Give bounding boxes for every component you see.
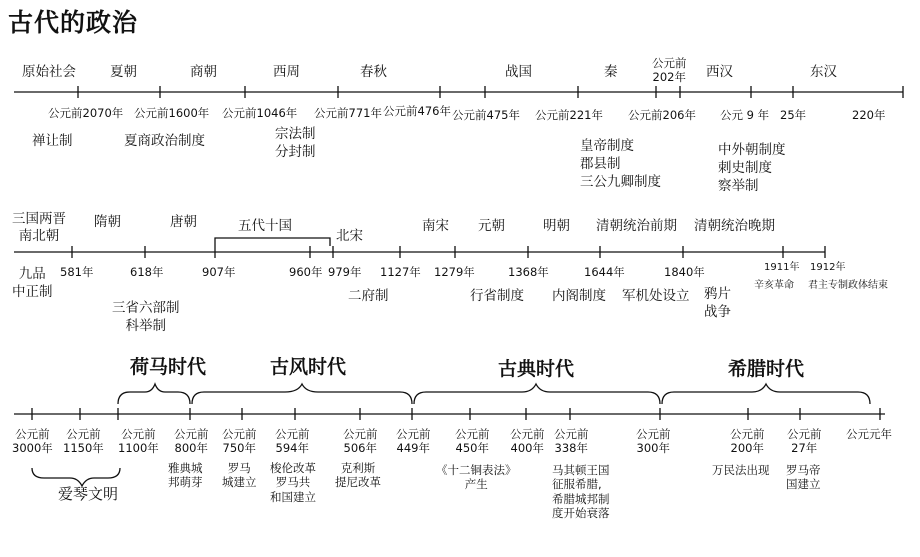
period-label: 古典时代 — [498, 358, 575, 380]
year-label: 公元前 449年 — [396, 427, 431, 456]
classical-brace — [414, 384, 660, 404]
era-label: 清朝统治前期 — [596, 218, 677, 234]
event-label: 爱琴文明 — [58, 485, 119, 503]
year-label: 公元前206年 — [628, 108, 696, 122]
year-label: 公元前 594年 — [275, 427, 310, 456]
year-label: 公元前771年 — [314, 106, 382, 120]
year-label: 公元前221年 — [535, 108, 603, 122]
period-label: 古风时代 — [270, 356, 347, 378]
event-label: 万民法出现 — [712, 463, 770, 477]
event-label: 罗马帝 国建立 — [786, 463, 821, 492]
event-label: 《十二铜表法》 产生 — [436, 463, 517, 492]
period-label: 荷马时代 — [130, 356, 207, 378]
era-label: 唐朝 — [170, 214, 197, 230]
year-label: 公元前 750年 — [222, 427, 257, 456]
year-label: 1127年 — [380, 265, 421, 279]
period-label: 希腊时代 — [728, 358, 805, 380]
year-label: 公元前 450年 — [455, 427, 490, 456]
era-label: 原始社会 — [22, 64, 76, 80]
era-label: 北宋 — [336, 228, 363, 244]
era-label: 明朝 — [543, 218, 570, 234]
year-label: 公元前 506年 — [343, 427, 378, 456]
event-label: 梭伦改革 罗马共 和国建立 — [270, 461, 316, 504]
institution-label: 禅让制 — [32, 133, 73, 149]
year-label: 公元前1046年 — [222, 106, 298, 120]
institution-label: 行省制度 — [470, 288, 524, 304]
institution-label: 二府制 — [348, 288, 389, 304]
institution-label: 辛亥革命 — [754, 280, 794, 291]
era-label: 夏朝 — [110, 64, 137, 80]
year-label: 220年 — [852, 108, 886, 122]
institution-label: 中外朝制度 刺史制度 察举制 — [718, 142, 786, 195]
era-label: 战国 — [505, 64, 532, 80]
year-label: 公元前2070年 — [48, 106, 124, 120]
year-label: 1911年 — [764, 262, 800, 273]
institution-label: 夏商政治制度 — [124, 133, 205, 149]
archaic-brace — [192, 384, 412, 404]
year-label: 公元元年 — [846, 427, 892, 441]
era-label: 元朝 — [478, 218, 505, 234]
era-label: 五代十国 — [238, 218, 292, 234]
year-label: 960年 — [289, 265, 323, 279]
year-label: 618年 — [130, 265, 164, 279]
event-label: 马其顿王国 征服希腊, 希腊城邦制 度开始衰落 — [552, 463, 610, 521]
era-label: 南宋 — [422, 218, 449, 234]
year-label: 公元前 1100年 — [118, 427, 159, 456]
year-label: 公元前475年 — [452, 108, 520, 122]
year-label: 1644年 — [584, 265, 625, 279]
year-label: 907年 — [202, 265, 236, 279]
wudai-bracket — [215, 238, 330, 246]
page-title: 古代的政治 — [8, 8, 139, 37]
year-label: 1912年 — [810, 262, 846, 273]
institution-label: 军机处设立 — [622, 288, 690, 304]
era-label: 西周 — [273, 64, 300, 80]
era-label: 清朝统治晚期 — [694, 218, 775, 234]
year-label: 公元前 800年 — [174, 427, 209, 456]
event-label: 克利斯 提尼改革 — [335, 461, 381, 490]
era-label: 三国两晋 南北朝 — [12, 211, 66, 244]
era-label: 公元前 202年 — [652, 56, 687, 85]
event-label: 雅典城 邦萌芽 — [168, 461, 203, 490]
year-label: 1840年 — [664, 265, 705, 279]
institution-label: 三省六部制 科举制 — [112, 300, 180, 335]
era-label: 春秋 — [360, 64, 387, 80]
year-label: 25年 — [780, 108, 807, 122]
institution-label: 皇帝制度 郡县制 三公九卿制度 — [580, 138, 661, 191]
institution-label: 宗法制 分封制 — [275, 126, 316, 161]
year-label: 公元前 27年 — [787, 427, 822, 456]
year-label: 公元前1600年 — [134, 106, 210, 120]
year-label: 公元前476年 — [383, 104, 451, 118]
year-label: 公元前 338年 — [554, 427, 589, 456]
era-label: 隋朝 — [94, 214, 121, 230]
event-label: 罗马 城建立 — [222, 461, 257, 490]
year-label: 公元前 3000年 — [12, 427, 53, 456]
year-label: 979年 — [328, 265, 362, 279]
year-label: 公元前 1150年 — [63, 427, 104, 456]
institution-label: 内阁制度 — [552, 288, 606, 304]
year-label: 公元前 400年 — [510, 427, 545, 456]
year-label: 公元前 300年 — [636, 427, 671, 456]
era-label: 西汉 — [706, 64, 733, 80]
year-label: 1279年 — [434, 265, 475, 279]
year-label: 公元 9 年 — [720, 108, 770, 122]
era-label: 商朝 — [190, 64, 217, 80]
institution-label: 君主专制政体结束 — [808, 280, 888, 291]
era-label: 秦 — [604, 64, 618, 80]
year-label: 1368年 — [508, 265, 549, 279]
era-label: 东汉 — [810, 64, 837, 80]
institution-label: 九品 中正制 — [12, 266, 53, 301]
hellenistic-brace — [662, 384, 870, 404]
year-label: 581年 — [60, 265, 94, 279]
homer-brace — [118, 384, 190, 404]
institution-label: 鸦片 战争 — [704, 286, 731, 321]
year-label: 公元前 200年 — [730, 427, 765, 456]
